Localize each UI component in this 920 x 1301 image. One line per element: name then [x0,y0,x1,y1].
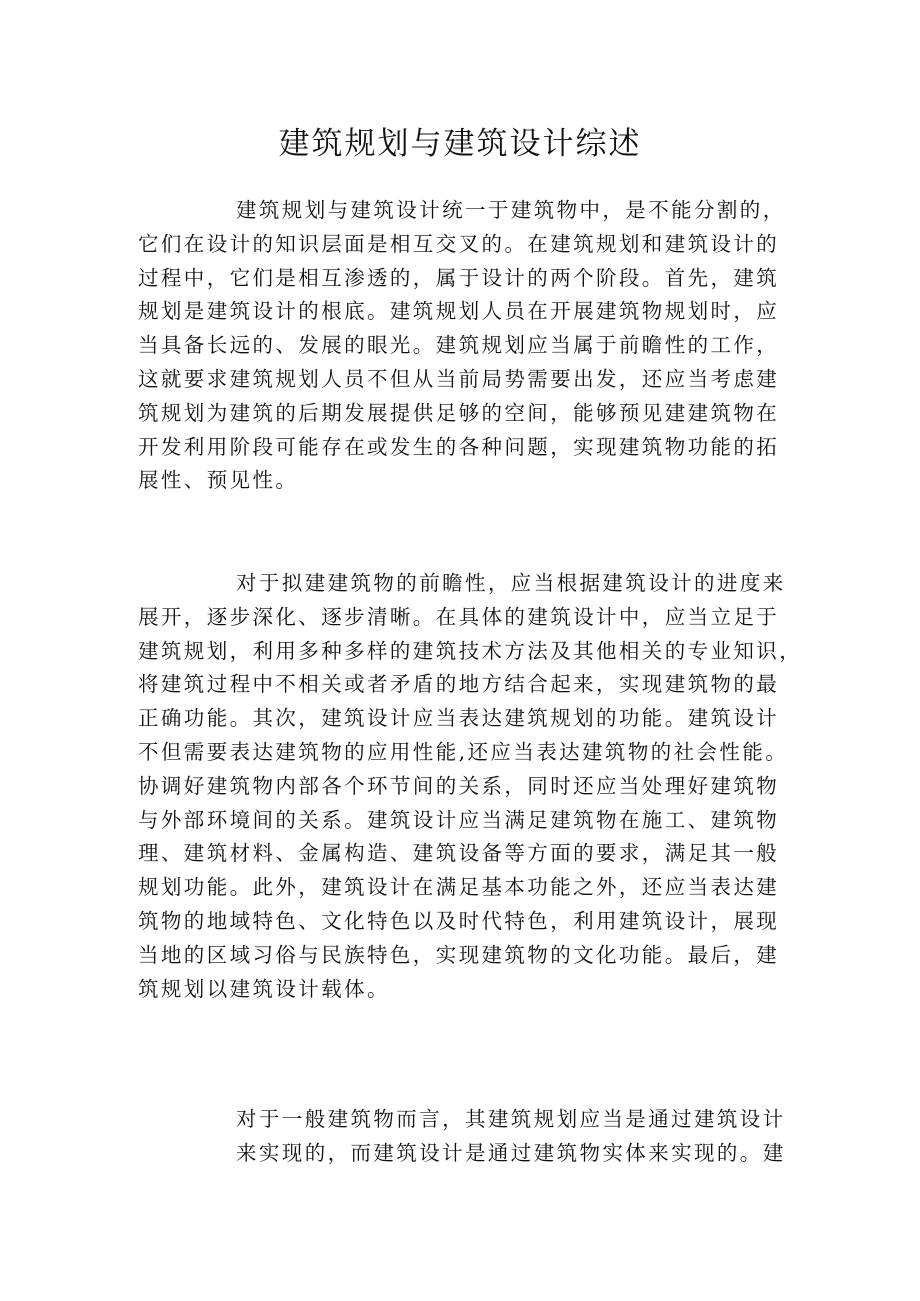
paragraph-line: 将建筑过程中不相关或者矛盾的地方结合起来，实现建筑物的最 [138,672,780,697]
paragraph-line: 当地的区域习俗与民族特色，实现建筑物的文化功能。最后，建 [138,942,780,967]
paragraph-line: 协调好建筑物内部各个环节间的关系，同时还应当处理好建筑物 [138,773,780,798]
paragraph-line: 不但需要表达建筑物的应用性能,还应当表达建筑物的社会性能。 [138,739,789,764]
paragraph-line: 建筑规划，利用多种多样的建筑技术方法及其他相关的专业知识， [138,638,803,663]
paragraph-2 [138,567,808,1006]
paragraph-line: 对于拟建建筑物的前瞻性，应当根据建筑设计的进度来 [236,571,786,595]
paragraph-line: 规划是建筑设计的根底。建筑规划人员在开展建筑物规划时，应 [138,299,780,324]
paragraph-3 [236,1103,796,1171]
paragraph-line: 来实现的，而建筑设计是通过建筑物实体来实现的。建 [236,1140,786,1165]
paragraph-line: 过程中，它们是相互渗透的，属于设计的两个阶段。首先，建筑 [138,265,780,290]
paragraph-line: 筑物的地域特色、文化特色以及时代特色，利用建筑设计，展现 [138,908,780,933]
paragraph-line: 筑规划以建筑设计载体。 [138,976,390,1001]
paragraph-line: 开发利用阶段可能存在或发生的各种问题，实现建筑物功能的拓 [138,434,780,459]
paragraph-line: 正确功能。其次，建筑设计应当表达建筑规划的功能。建筑设计 [138,706,780,731]
paragraph-1 [138,194,808,498]
document-title: 建筑规划与建筑设计综述 [278,126,642,162]
paragraph-line: 它们在设计的知识层面是相互交叉的。在建筑规划和建筑设计的 [138,231,780,256]
paragraph-line: 建筑规划与建筑设计统一于建筑物中，是不能分割的， [236,198,786,222]
paragraph-line: 展开，逐步深化、逐步清晰。在具体的建筑设计中，应当立足于 [138,604,780,629]
paragraph-line: 当具备长远的、发展的眼光。建筑规划应当属于前瞻性的工作， [138,333,780,358]
paragraph-line: 理、建筑材料、金属构造、建筑设备等方面的要求，满足其一般 [138,841,780,866]
paragraph-line: 筑规划为建筑的后期发展提供足够的空间，能够预见建建筑物在 [138,400,780,425]
paragraph-line: 规划功能。此外，建筑设计在满足基本功能之外，还应当表达建 [138,875,780,900]
paragraph-line: 与外部环境间的关系。建筑设计应当满足建筑物在施工、建筑物 [138,807,780,832]
paragraph-line: 展性、预见性。 [138,468,299,493]
paragraph-line: 这就要求建筑规划人员不但从当前局势需要出发，还应当考虑建 [138,366,780,391]
paragraph-line: 对于一般建筑物而言，其建筑规划应当是通过建筑设计 [236,1107,786,1131]
